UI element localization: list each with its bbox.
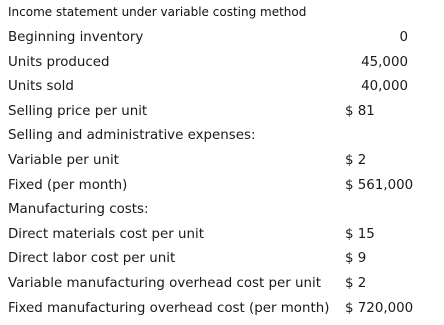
- row-label: Units sold: [8, 79, 74, 95]
- statement-rows: [0, 26, 444, 321]
- row-value: $ 2: [345, 152, 367, 168]
- row-value: 40,000: [361, 79, 408, 95]
- section-heading: Manufacturing costs:: [8, 202, 149, 218]
- row-selling-price: [0, 100, 444, 125]
- row-value: $ 720,000: [345, 300, 414, 316]
- row-value: $ 9: [345, 251, 367, 267]
- row-units-sold: [0, 75, 444, 100]
- row-label: Variable per unit: [8, 152, 119, 168]
- row-label: Direct labor cost per unit: [8, 251, 176, 267]
- row-label: Units produced: [8, 54, 110, 70]
- row-label: Fixed (per month): [8, 177, 128, 193]
- row-units-produced: [0, 51, 444, 76]
- document-title: Income statement under variable costing method: [8, 5, 307, 19]
- row-value: $ 561,000: [345, 177, 414, 193]
- row-selling-admin-header: [0, 124, 444, 149]
- row-label: Selling price per unit: [8, 103, 148, 119]
- row-value: 0: [399, 30, 408, 45]
- row-direct-materials: [0, 223, 444, 248]
- row-label: Variable manufacturing overhead cost per unit: [8, 275, 321, 291]
- row-label: Fixed manufacturing overhead cost (per month): [8, 300, 330, 316]
- row-direct-labor: [0, 247, 444, 272]
- row-label: Direct materials cost per unit: [8, 226, 204, 242]
- row-value: $ 81: [345, 103, 375, 119]
- row-value: $ 15: [345, 226, 375, 242]
- row-fixed-per-month: [0, 174, 444, 199]
- row-beginning-inventory: [0, 26, 444, 51]
- section-heading: Selling and administrative expenses:: [8, 128, 256, 144]
- row-value: $ 2: [345, 275, 367, 291]
- row-variable-per-unit: [0, 149, 444, 174]
- row-fixed-overhead: [0, 297, 444, 322]
- row-variable-overhead: [0, 272, 444, 297]
- row-manufacturing-header: [0, 198, 444, 223]
- row-label: Beginning inventory: [8, 30, 144, 45]
- row-value: 45,000: [361, 54, 408, 70]
